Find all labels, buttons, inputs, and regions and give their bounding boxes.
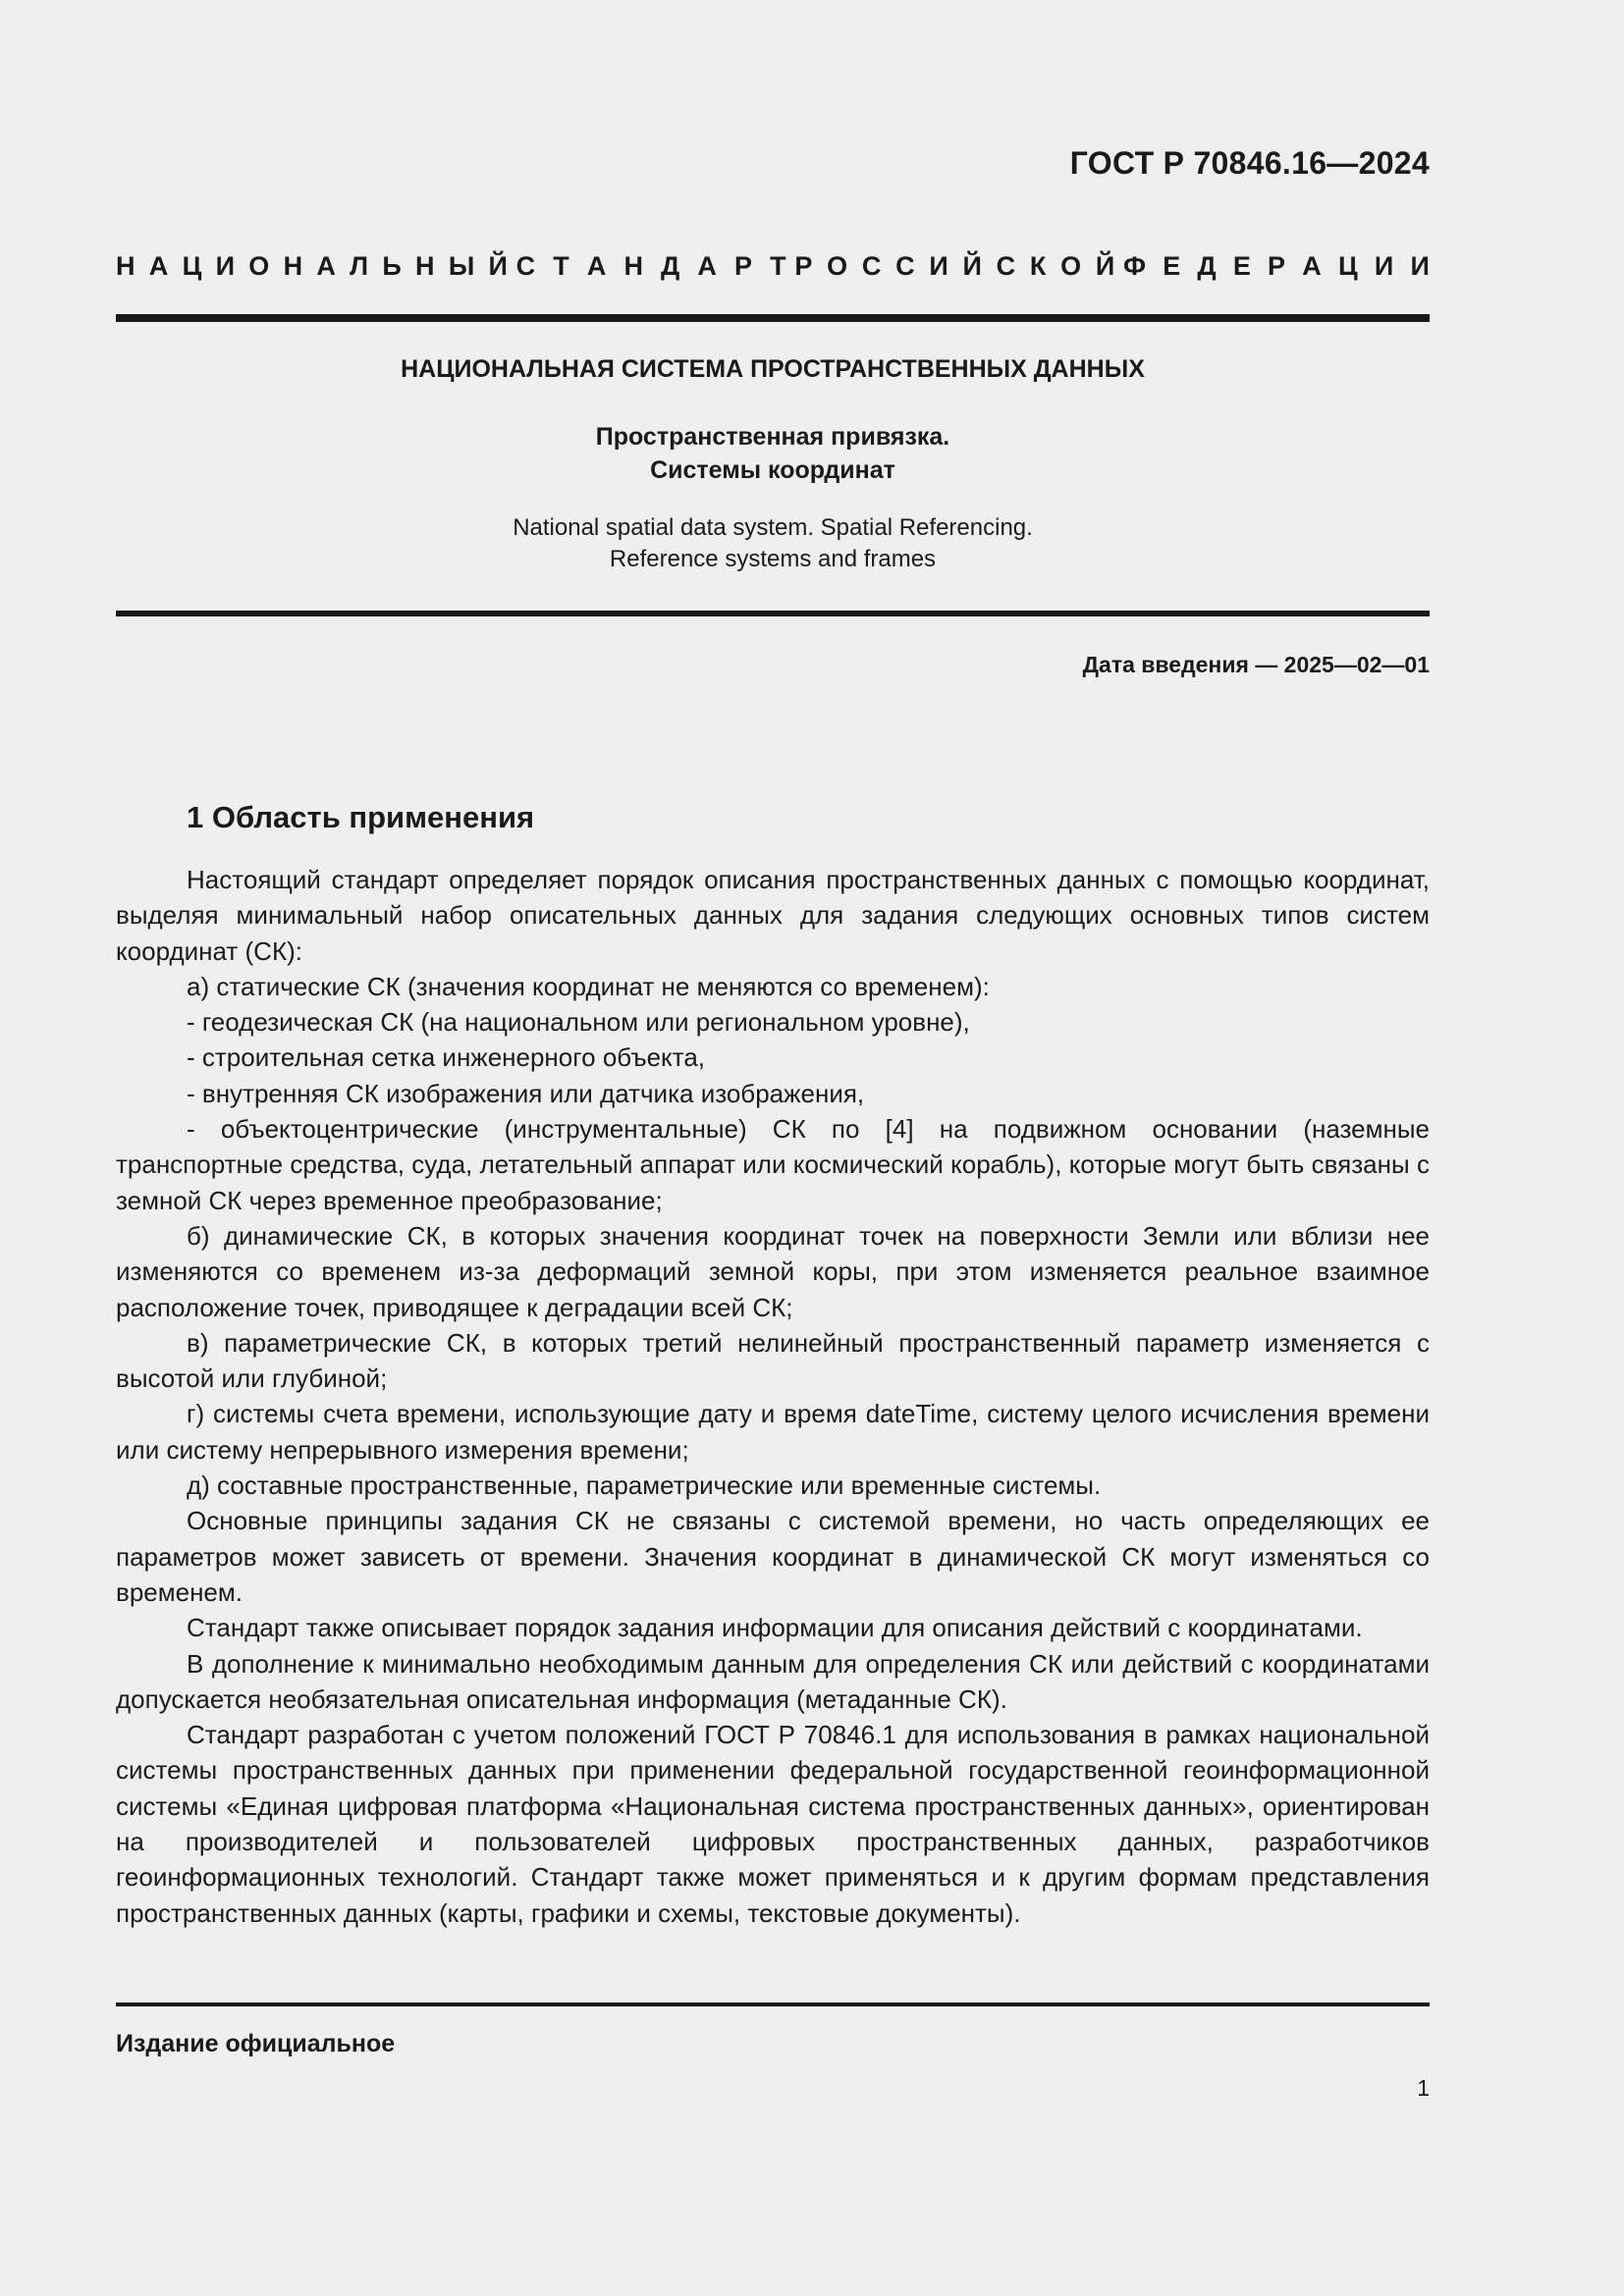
subtitle-ru [116, 420, 1430, 487]
official-edition-label: Издание официальное [116, 2030, 396, 2057]
banner-word: С Т А Н Д А Р Т [515, 251, 786, 281]
paragraph: б) динамические СК, в которых значения координат точек на поверхности Земли или вблизи нее изменяются со временем из-за деформаций земной коры, при этом изменяется реальное взаимное расположение точек, приводящее к деградации всей СК; [116, 1220, 1430, 1322]
top-divider [116, 314, 1430, 322]
paragraph: - строительная сетка инженерного объекта, [187, 1042, 706, 1073]
paragraph: - внутренняя СК изображения или датчика изображения, [187, 1078, 865, 1108]
national-standard-banner [116, 251, 1430, 282]
subtitle-en [116, 512, 1430, 575]
paragraph: в) параметрические СК, в которых третий нелинейный пространственный параметр изменяется с высотой или глубиной; [116, 1327, 1430, 1394]
document-page [116, 0, 1430, 2296]
document-number: ГОСТ Р 70846.16—2024 [1069, 145, 1430, 181]
subtitle-en-line: Reference systems and frames [609, 546, 937, 572]
introduction-date: Дата введения — 2025—02—01 [1082, 652, 1430, 677]
section-body [116, 862, 1430, 1931]
banner-word: Ф Е Д Е Р А Ц И И [1122, 251, 1430, 281]
paragraph: Основные принципы задания СК не связаны с системой времени, но часть определяющих ее параметров может зависеть от времени. Значения координат в динамической СК могут изменяться со временем. [116, 1506, 1430, 1607]
subtitle-en-line: National spatial data system. Spatial Referencing. [513, 514, 1033, 541]
paragraph: Стандарт разработан с учетом положений ГОСТ Р 70846.1 для использования в рамках национальной системы пространственных данных при применении федеральной государственной геоинформационной системы «Единая цифровая платформа «Национальная система пространственных данных», ориентирован на производителей и пользователей цифровых пространственных данных, разработчиков геоинформационных технологий. Стандарт также может применяться и к другим формам представления пространственных данных (карты, графики и схемы, текстовые документы). [116, 1720, 1430, 1928]
page-number: 1 [1417, 2075, 1430, 2101]
system-title: НАЦИОНАЛЬНАЯ СИСТЕМА ПРОСТРАНСТВЕННЫХ ДАННЫХ [401, 355, 1145, 383]
paragraph: - объектоцентрические (инструментальные) СК по [4] на подвижном основании (наземные транспортные средства, суда, летательный аппарат или космический корабль), которые могут быть связаны с земной СК через временное преобразование; [116, 1114, 1430, 1215]
paragraph: Стандарт также описывает порядок задания информации для описания действий с координатами. [187, 1613, 1363, 1643]
paragraph: Настоящий стандарт определяет порядок описания пространственных данных с помощью координат, выделяя минимальный набор описательных данных для задания следующих основных типов систем координат (СК): [116, 865, 1430, 966]
banner-word: Н А Ц И О Н А Л Ь Н Ы Й [116, 251, 508, 281]
section-heading: 1 Область применения [187, 800, 535, 834]
subtitle-ru-line: Пространственная привязка. [595, 423, 950, 451]
footer-divider [116, 2002, 1430, 2006]
paragraph: а) статические СК (значения координат не меняются со временем): [187, 971, 990, 1001]
paragraph: - геодезическая СК (на национальном или региональном уровне), [187, 1007, 970, 1038]
banner-word: Р О С С И Й С К О Й [794, 251, 1115, 281]
paragraph: В дополнение к минимально необходимым данным для определения СК или действий с координатами допускается необязательная описательная информация (метаданные СК). [116, 1648, 1430, 1714]
subtitle-ru-line: Системы координат [650, 456, 895, 484]
paragraph: д) составные пространственные, параметрические или временные системы. [187, 1470, 1102, 1501]
paragraph: г) системы счета времени, использующие дату и время dateTime, систему целого исчисления времени или систему непрерывного измерения времени; [116, 1399, 1430, 1465]
title-divider [116, 611, 1430, 616]
